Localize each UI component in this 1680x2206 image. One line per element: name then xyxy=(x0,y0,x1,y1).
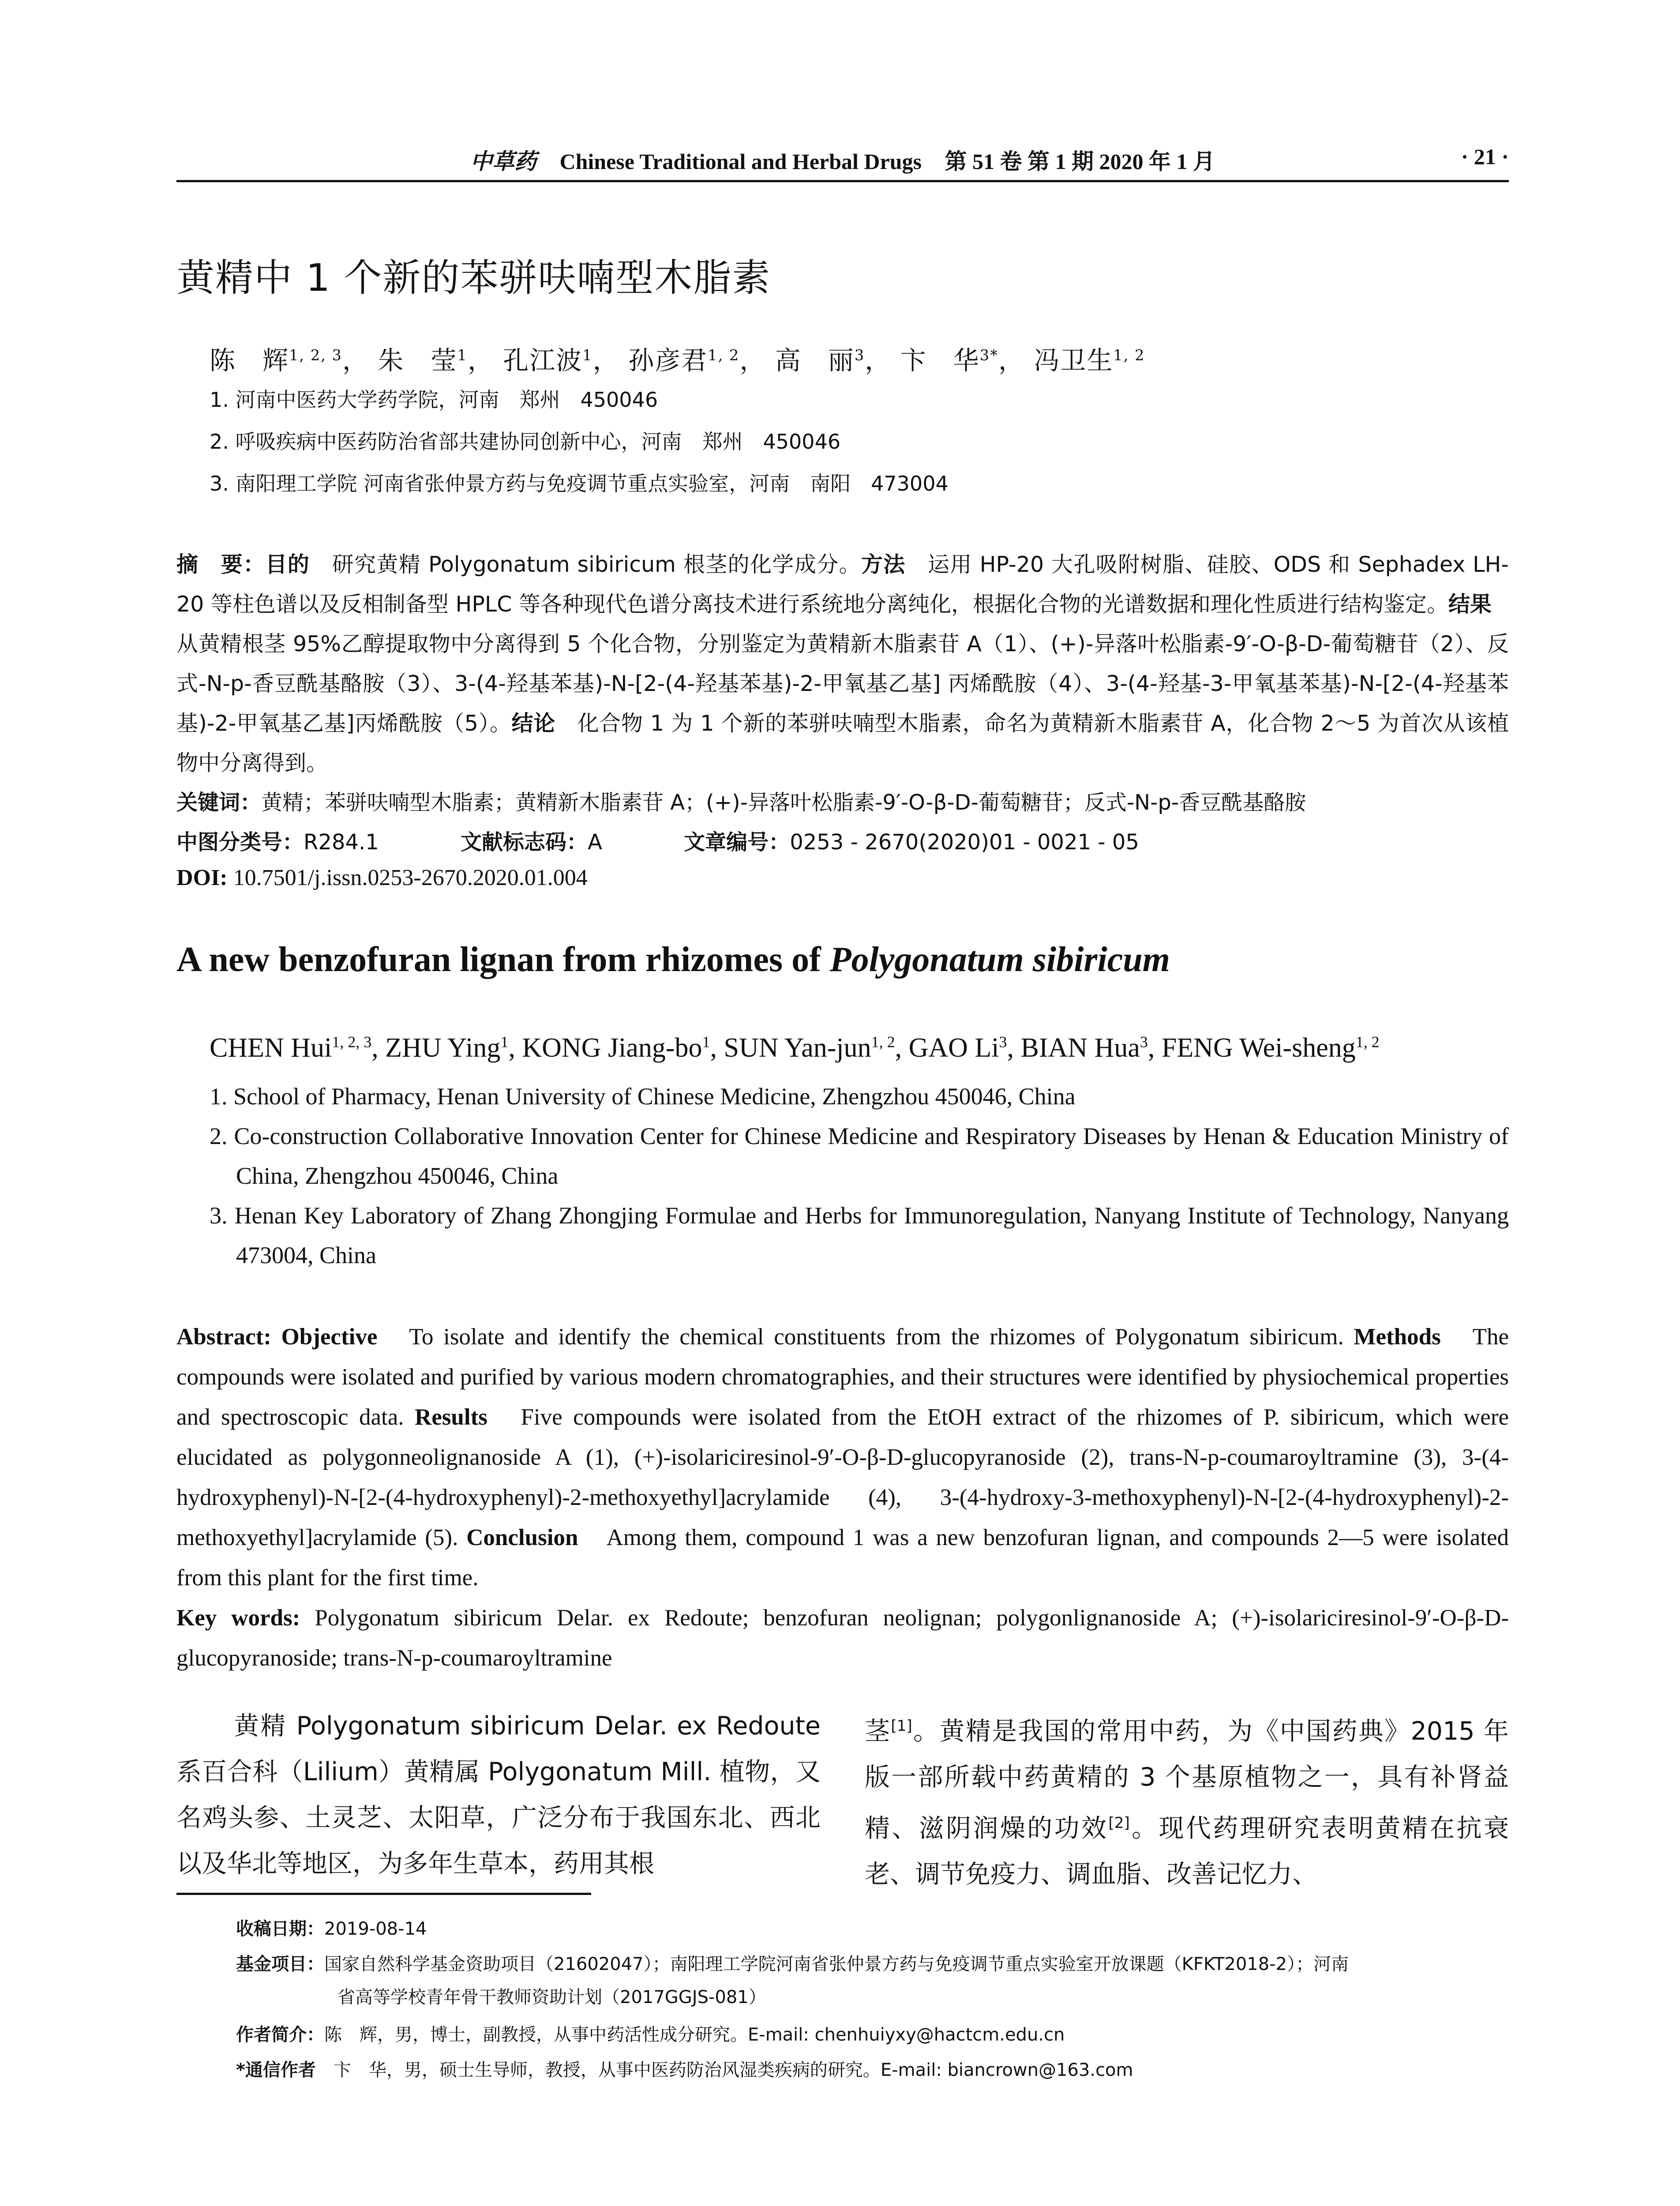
cn-conclusion-label: 结论 xyxy=(511,711,555,736)
en-methods-text: The compounds were isolated and purified by various modern chromatographies, and their structures were identified by physiochemical properties and spectroscopic data. xyxy=(176,1324,1509,1430)
en-author-list xyxy=(210,1032,1380,1064)
cn-title: 黄精中 1 个新的苯骈呋喃型木脂素 xyxy=(176,256,771,300)
en-results-label: Results xyxy=(415,1404,488,1430)
en-author: FENG Wei-sheng$^{1, 2}$ xyxy=(1161,1033,1380,1063)
cn-methods-text: 运用 HP-20 大孔吸附树脂、硅胶、ODS 和 Sephadex LH-20 等柱色谱以及反相制备型 HPLC 等各种现代色谱分离技术进行系统地分离纯化，根据化合物的光谱数据和理化性质进行结构鉴定。 xyxy=(176,552,1509,617)
body-paragraph: 黄精 Polygonatum sibiricum Delar. ex Redoute 系百合科（Lilium）黄精属 Polygonatum Mill. 植物，又名鸡头参、土灵芝、太阳草，广泛分布于我国东北、西北以及华北等地区，为多年生草本，药用其根 xyxy=(176,1711,821,1878)
en-keywords-text: Polygonatum sibiricum Delar. ex Redoute; benzofuran neolignan; polygonlignanoside A; (+)-isolariciresinol-9′-O-β-D-glucopyranoside; trans-N-p-coumaroyltramine xyxy=(176,1605,1509,1671)
clc-label: 中图分类号： xyxy=(176,830,304,855)
doi-label: DOI: xyxy=(176,865,233,890)
journal-cn-name: 中草药 xyxy=(470,148,536,174)
cn-abstract xyxy=(176,545,1514,783)
en-affiliation-3: 3. Henan Key Laboratory of Zhang Zhongjing Formulae and Herbs for Immunoregulation, Nanyang Institute of Technology, Nanyang 473004, China xyxy=(210,1202,1509,1268)
cn-results-text: 从黄精根茎 95%乙醇提取物中分离得到 5 个化合物，分别鉴定为黄精新木脂素苷 A（1）、(+)-异落叶松脂素-9′-O-β-D-葡萄糖苷（2）、反式-N-p-香豆酰基酪胺（3）、3-(4-羟基苯基)-N-[2-(4-羟基苯基)-2-甲氧基乙基] 丙烯酰胺（4）、3-(4-羟基-3-甲氧基苯基)-N-[2-(4-羟基苯基)-2-甲氧基乙基]丙烯酰胺（5）。 xyxy=(176,592,1514,736)
body-column-right: 茎[1]。黄精是我国的常用中药，为《中国药典》2015 年版一部所载中药黄精的 3 个基原植物之一，具有补肾益精、滋阴润燥的功效[2]。现代药理研究表明黄精在抗衰老、调节免疫力、调血脂、改善记忆力、 xyxy=(865,1717,1509,1889)
doc-code-label: 文献标志码： xyxy=(461,830,588,855)
cn-conclusion-text: 化合物 1 为 1 个新的苯骈呋喃型木脂素，命名为黄精新木脂素苷 A，化合物 2～5 为首次从该植物中分离得到。 xyxy=(176,711,1509,776)
citation-ref: [2] xyxy=(1108,1814,1130,1832)
cn-author: 孙彦君$^{1, 2}$， xyxy=(628,345,766,375)
en-methods-label: Methods xyxy=(1354,1324,1441,1350)
en-keywords-label: Key words: xyxy=(176,1605,315,1631)
cn-author: 高 丽$^3$， xyxy=(775,345,892,375)
cn-objective-label: 目的 xyxy=(265,552,310,577)
cn-author: 孔江波$^1$， xyxy=(503,345,619,375)
en-conclusion-label: Conclusion xyxy=(466,1525,578,1550)
article-no-label: 文章编号： xyxy=(684,830,790,855)
doi-value: 10.7501/j.issn.0253-2670.2020.01.004 xyxy=(233,865,588,890)
cn-affiliation-2: 2. 呼吸疾病中医药防治省部共建协同创新中心，河南 郑州 450046 xyxy=(210,430,841,454)
journal-volume: 第 51 卷 第 1 期 2020 年 1 月 xyxy=(945,149,1215,174)
en-results-text: Five compounds were isolated from the EtOH extract of the rhizomes of P. sibiricum, which were elucidated as polygonneolignanoside A (1), (+)-isolariciresinol-9′-O-β-D-glucopyranoside (2), trans-N-p-coumaroyltramine (3), 3-(4-hydroxyphenyl)-N-[2-(4-hydroxyphenyl)-2-methoxyethyl]acrylamide (4), 3-(4-hydroxy-3-methoxyphenyl)-N-[2-(4-hydroxyphenyl)-2-methoxyethyl]acrylamide (5). xyxy=(176,1404,1509,1550)
body-column-left xyxy=(176,1703,821,1887)
citation-ref: [1] xyxy=(891,1717,912,1735)
en-author: GAO Li$^3$, xyxy=(908,1033,1021,1063)
species-name: Polygonatum sibiricum xyxy=(829,940,1170,979)
clc-value: R284.1 xyxy=(304,830,379,855)
cn-keywords-text: 黄精；苯骈呋喃型木脂素；黄精新木脂素苷 A；(+)-异落叶松脂素-9′-O-β-D-葡萄糖苷；反式-N-p-香豆酰基酪胺 xyxy=(261,790,1306,815)
cn-author: 卞 华$^{3*}$， xyxy=(900,345,1025,375)
en-title: A new benzofuran lignan from rhizomes of Polygonatum sibiricum xyxy=(176,940,1170,979)
cn-author: 陈 辉$^{1, 2, 3}$， xyxy=(210,345,369,375)
en-author: CHEN Hui$^{1, 2, 3}$, xyxy=(210,1033,386,1063)
en-objective-text: To isolate and identify the chemical constituents from the rhizomes of Polygonatum sibiricum. xyxy=(377,1324,1344,1350)
doc-code-value: A xyxy=(588,830,602,855)
en-author: SUN Yan-jun$^{1, 2}$, xyxy=(724,1033,909,1063)
footnote-fund-cont: 省高等学校青年骨干教师资助计划（2017GGJS-081） xyxy=(338,1987,766,2007)
footnote-author: 作者简介：陈 辉，男，博士，副教授，从事中药活性成分研究。E-mail: chenhuiyxy@hactcm.edu.cn xyxy=(236,2025,1065,2045)
page-number: · 21 · xyxy=(1461,144,1509,169)
en-author: KONG Jiang-$bo^1$, xyxy=(522,1033,724,1063)
cn-keywords-label: 关键词： xyxy=(176,790,262,815)
footnote-received: 收稿日期：2019-08-14 xyxy=(236,1919,427,1939)
en-abstract xyxy=(176,1317,1509,1678)
running-header xyxy=(176,140,1509,182)
footnote-divider xyxy=(176,1893,591,1895)
en-affiliation-2: 2. Co-construction Collaborative Innovation Center for Chinese Medicine and Respiratory Diseases by Henan & Education Ministry of China, Zhengzhou 450046, China xyxy=(210,1123,1509,1189)
en-affiliation-1: 1. School of Pharmacy, Henan University of Chinese Medicine, Zhengzhou 450046, China xyxy=(210,1083,1076,1110)
cn-methods-label: 方法 xyxy=(861,552,906,577)
doi-line xyxy=(176,865,588,891)
cn-author: 朱 莹$^1$， xyxy=(378,345,494,375)
journal-en-name: Chinese Traditional and Herbal Drugs xyxy=(559,149,922,174)
cn-affiliation-3: 3. 南阳理工学院 河南省张仲景方药与免疫调节重点实验室，河南 南阳 473004 xyxy=(210,472,949,495)
cn-objective-text: 研究黄精 Polygonatum sibiricum 根茎的化学成分。 xyxy=(310,552,861,577)
cn-keywords xyxy=(176,785,1306,816)
cn-abstract-label: 摘 要： xyxy=(176,552,266,577)
en-author: BIAN Hua$^3$, xyxy=(1020,1033,1162,1063)
en-conclusion-text: Among them, compound 1 was a new benzofuran lignan, and compounds 2—5 were isolated from this plant for the first time. xyxy=(176,1525,1509,1591)
journal-line xyxy=(176,144,1509,176)
cn-author-list xyxy=(210,340,1145,377)
cn-author: 冯卫生$^{1, 2}$ xyxy=(1034,345,1145,375)
cn-classification-line xyxy=(176,825,1139,855)
cn-results-label: 结果 xyxy=(1448,592,1492,617)
en-author: ZHU Ying$^1$, xyxy=(385,1033,522,1063)
en-affiliations xyxy=(210,1077,1509,1275)
footnote-fund: 基金项目：国家自然科学基金资助项目（21602047）；南阳理工学院河南省张仲景方药与免疫调节重点实验室开放课题（KFKT2018-2）；河南 xyxy=(236,1954,1349,1974)
footnote-corresponding: *通信作者 卞 华，男，硕士生导师，教授，从事中医药防治风湿类疾病的研究。E-mail: biancrown@163.com xyxy=(236,2060,1133,2080)
cn-affiliation-1: 1. 河南中医药大学药学院，河南 郑州 450046 xyxy=(210,388,658,412)
article-no-value: 0253 - 2670(2020)01 - 0021 - 05 xyxy=(790,830,1139,855)
en-objective-label: Abstract: Objective xyxy=(176,1324,378,1350)
